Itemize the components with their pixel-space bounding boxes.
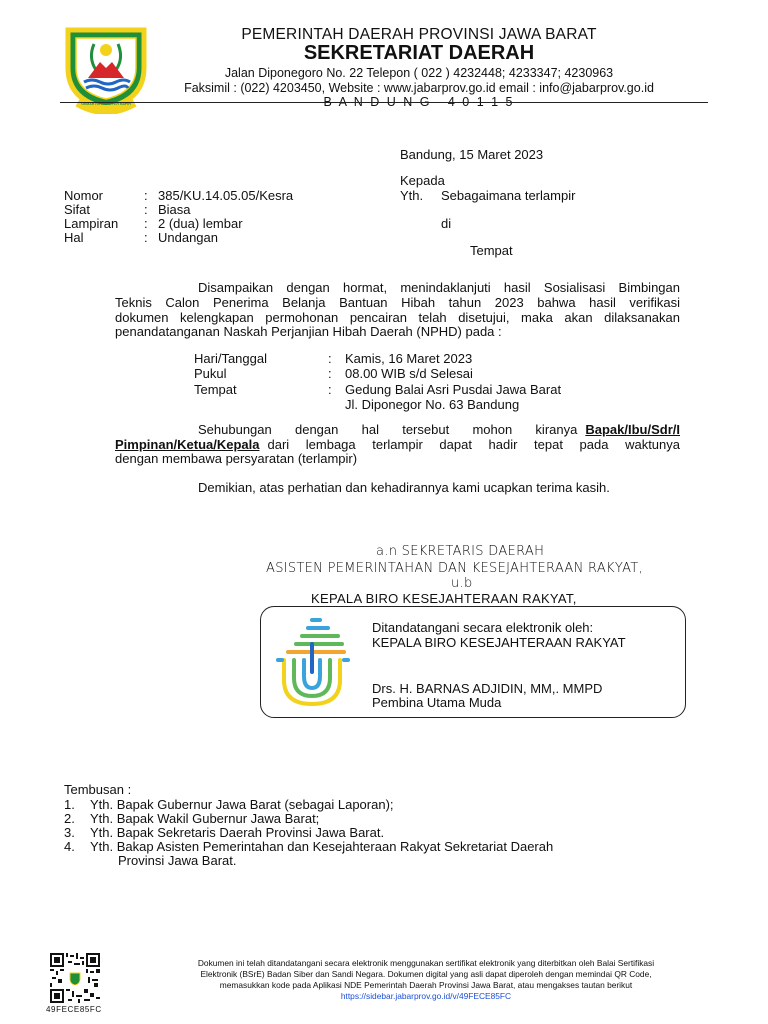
signature-assistant: ASISTEN PEMERINTAHAN DAN KESEJAHTERAAN RAKYAT, (266, 561, 643, 576)
cc-item-1: Yth. Bapak Gubernur Jawa Barat (sebagai Laporan); (90, 797, 394, 812)
signature-signed-title: KEPALA BIRO KESEJAHTERAAN RAKYAT (372, 635, 626, 650)
body-closing: Demikian, atas perhatian dan kehadirannya kami ucapkan terima kasih. (198, 480, 610, 495)
signature-ub: u.b (451, 576, 473, 591)
event-date-value: Kamis, 16 Maret 2023 (345, 351, 473, 366)
verification-link[interactable]: https://sidebar.jabarprov.go.id/v/49FECE85FC (340, 991, 512, 1001)
letterhead-address: Jalan Diponegoro No. 22 Telepon ( 022 ) 4232448; 4233347; 4230963 (224, 66, 614, 80)
signature-signer-rank: Pembina Utama Muda (372, 695, 502, 710)
meta-lampiran-value: 2 (dua) lembar (158, 216, 243, 231)
footer-line-2: Elektronik (BSrE) Badan Siber dan Sandi Negara. Dokumen digital yang asli dapat diperoleh dengan memindai QR Code, (200, 969, 652, 979)
cc-item-2-num: 2. (64, 811, 75, 826)
cc-item-4-num: 4. (64, 839, 75, 854)
cc-item-3-num: 3. (64, 825, 75, 840)
body-paragraph-1-line-3: dokumen kelengkapan permohonan pencairan telah disetujui, maka akan dilaksanakan (115, 310, 680, 325)
cc-item-1-num: 1. (64, 797, 75, 812)
signature-signed-label: Ditandatangani secara elektronik oleh: (372, 620, 594, 635)
meta-sifat-sep: : (144, 202, 148, 217)
event-address: Jl. Diponegor No. 63 Bandung (345, 397, 520, 412)
body-paragraph-2-line-3: dengan membawa persyaratan (terlampir) (115, 451, 358, 466)
meta-lampiran-sep: : (144, 216, 148, 231)
cc-item-4: Yth. Bakap Asisten Pemerintahan dan Kesejahteraan Rakyat Sekretariat Daerah (90, 839, 554, 854)
signature-bureau-head: KEPALA BIRO KESEJAHTERAAN RAKYAT, (311, 591, 577, 606)
event-date-label: Hari/Tanggal (194, 351, 267, 366)
body-paragraph-2-bold-addressee: Bapak/Ibu/Sdr/I (585, 422, 680, 437)
event-date-sep: : (328, 351, 332, 366)
body-paragraph-2-text: Sehubungan dengan hal tersebut mohon kiranya (198, 422, 578, 437)
meta-hal-sep: : (144, 230, 148, 245)
recipient-di: di (441, 216, 452, 231)
event-place-value: Gedung Balai Asri Pusdai Jawa Barat (345, 382, 562, 397)
qr-verification-code: 49FECE85FC (46, 1005, 102, 1014)
recipient-name: Sebagaimana terlampir (441, 188, 576, 203)
letterhead-secretariat: SEKRETARIAT DAERAH (303, 42, 535, 64)
event-place-label: Tempat (194, 382, 237, 397)
event-time-label: Pukul (194, 366, 227, 381)
footer-link-row (114, 991, 738, 1002)
event-time-sep: : (328, 366, 332, 381)
event-time-value: 08.00 WIB s/d Selesai (345, 366, 473, 381)
cc-item-3: Yth. Bapak Sekretaris Daerah Provinsi Jawa Barat. (90, 825, 385, 840)
body-paragraph-1-line-4: penandatanganan Naskah Perjanjian Hibah Daerah (NPHD) pada : (115, 324, 502, 339)
recipient-kepada: Kepada (400, 173, 445, 188)
meta-nomor-value: 385/KU.14.05.05/Kesra (158, 188, 294, 203)
meta-hal-value: Undangan (158, 230, 218, 245)
letterhead-contact: Faksimil : (022) 4203450, Website : www.jabarprov.go.id email : info@jabarprov.go.id (184, 81, 654, 95)
letterhead-government: PEMERINTAH DAERAH PROVINSI JAWA BARAT (241, 26, 597, 43)
logo-motto: GEMAH RIPAH REPEH RAPIH (81, 102, 131, 106)
letterhead-city: B A N D U N G 4 0 1 1 5 (323, 95, 515, 109)
letterhead-divider (60, 102, 708, 103)
meta-nomor-sep: : (144, 188, 148, 203)
cc-title: Tembusan : (64, 782, 132, 797)
body-paragraph-2-bold-roles: Pimpinan/Ketua/Kepala (115, 437, 260, 452)
body-paragraph-2-line-2 (115, 437, 680, 452)
body-paragraph-1-line-1: Disampaikan dengan hormat, menindaklanjuti hasil Sosialisasi Bimbingan (198, 280, 680, 295)
provincial-logo (58, 22, 154, 114)
body-paragraph-2-line-1 (198, 422, 680, 437)
footer-line-1: Dokumen ini telah ditandatangani secara elektronik menggunakan sertifikat elektronik yang diterbitkan oleh Balai Sertifikasi (197, 958, 655, 968)
body-paragraph-2-continuation: dari lembaga terlampir dapat hadir tepat pada waktunya (267, 437, 680, 452)
meta-sifat-label: Sifat (64, 202, 91, 217)
bsre-signature-icon (272, 614, 354, 712)
cc-item-2: Yth. Bapak Wakil Gubernur Jawa Barat; (90, 811, 320, 826)
letter-date: Bandung, 15 Maret 2023 (400, 147, 544, 162)
recipient-tempat: Tempat (470, 243, 513, 258)
signature-signer-name: Drs. H. BARNAS ADJIDIN, MM,. MMPD (372, 681, 603, 696)
signature-on-behalf: a.n SEKRETARIS DAERAH (376, 544, 545, 559)
recipient-yth: Yth. (400, 188, 424, 203)
footer-line-3: memasukkan kode pada Aplikasi NDE Pemerintah Daerah Provinsi Jawa Barat, atau mengakses tautan berikut (219, 980, 633, 990)
meta-lampiran-label: Lampiran (64, 216, 119, 231)
event-place-sep: : (328, 382, 332, 397)
meta-sifat-value: Biasa (158, 202, 191, 217)
body-paragraph-1-line-2: Teknis Calon Penerima Belanja Bantuan Hibah tahun 2023 bahwa hasil verifikasi (115, 295, 680, 310)
meta-hal-label: Hal (64, 230, 84, 245)
cc-item-4-continuation: Provinsi Jawa Barat. (118, 853, 237, 868)
meta-nomor-label: Nomor (64, 188, 104, 203)
verification-qr-code[interactable] (50, 953, 100, 1003)
